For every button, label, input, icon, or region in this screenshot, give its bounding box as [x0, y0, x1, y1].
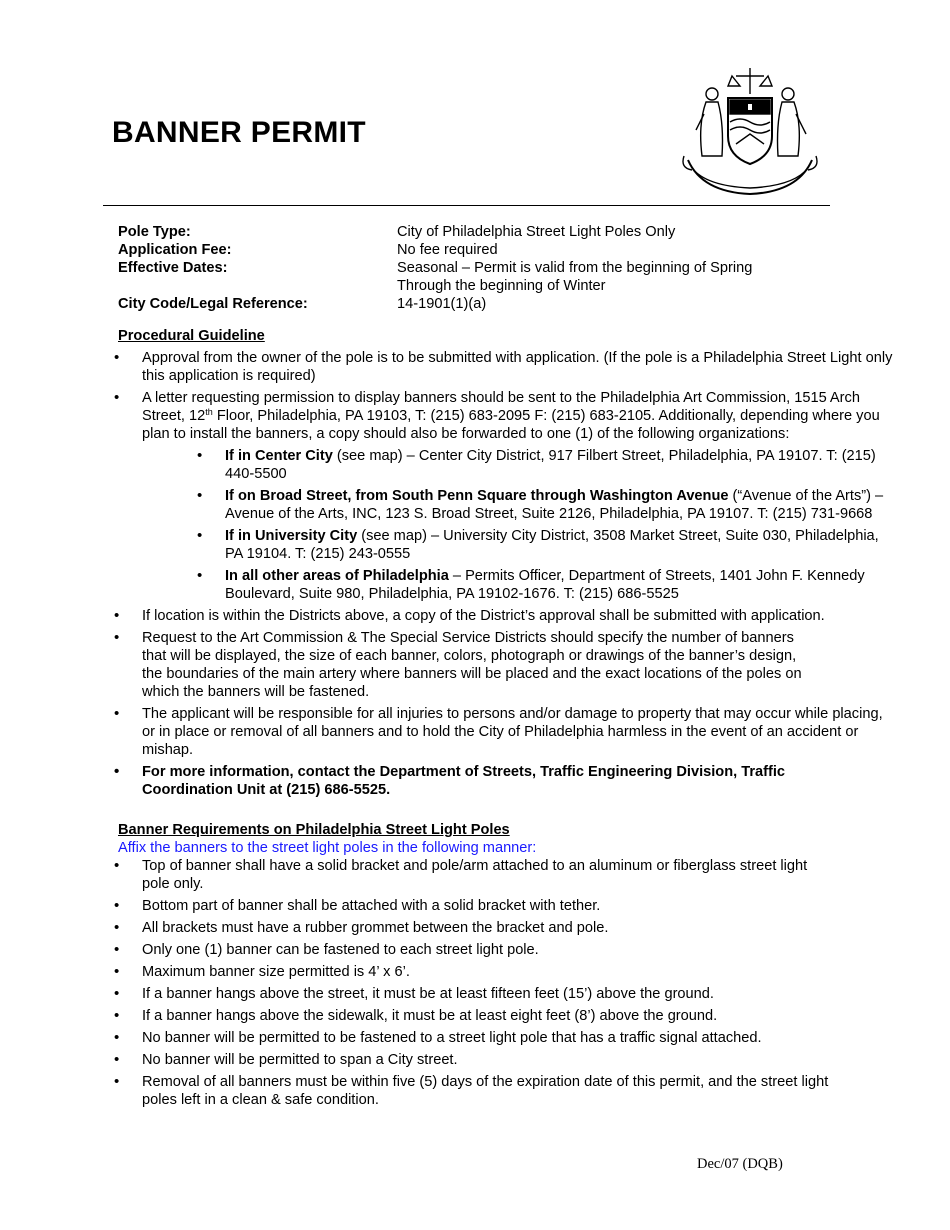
list-item: • Maximum banner size permitted is 4’ x 6’.: [115, 963, 833, 981]
org-label: In all other areas of Philadelphia: [225, 568, 449, 584]
procedural-list: [115, 349, 893, 799]
page-title: BANNER PERMIT: [112, 116, 366, 149]
list-item: • If a banner hangs above the sidewalk, it must be at least eight feet (8’) above the ground.: [115, 1007, 833, 1025]
procedural-heading: Procedural Guideline: [118, 328, 265, 344]
letter-text-b: Floor, Philadelphia, PA 19103, T: (215) 683-2095 F: (215) 683-2105. Additionally, depending where you plan to install the banners, a copy should also be forwarded to one (1) of the following organizations:: [142, 408, 880, 442]
org-label: If on Broad Street, from South Penn Square through Washington Avenue: [225, 488, 729, 504]
revision-date: Dec/07 (DQB): [697, 1156, 783, 1172]
fee-label: Application Fee:: [118, 242, 232, 258]
letter-text-sup: th: [205, 407, 213, 417]
dates-value: [397, 259, 838, 295]
dates-value-line-2: Through the beginning of Winter: [397, 278, 606, 294]
requirements-list: [115, 857, 893, 1109]
pole-type-label: Pole Type:: [118, 224, 191, 240]
org-text: (“Avenue of the Arts”) – Avenue of the Arts, INC, 123 S. Broad Street, Suite 2126, Philadelphia, PA 19107. T: (215) 731-9668: [225, 488, 884, 522]
list-item: [198, 447, 893, 483]
list-item: [198, 527, 893, 563]
list-item: • Bottom part of banner shall be attached with a solid bracket with tether.: [115, 897, 833, 915]
code-label: City Code/Legal Reference:: [118, 296, 308, 312]
list-item: • For more information, contact the Department of Streets, Traffic Engineering Division, Traffic Coordination Unit at (215) 686-5525.: [115, 763, 893, 799]
list-item: • The applicant will be responsible for all injuries to persons and/or damage to property that may occur while placing, or in place or removal of all banners and to hold the City of Philadelphia harmless in the event of an accident or mishap.: [115, 705, 893, 759]
org-text: – Permits Officer, Department of Streets, 1401 John F. Kennedy Boulevard, Suite 980, Philadelphia, PA 19102-1676. T: (215) 686-5525: [225, 568, 865, 602]
org-text: (see map) – Center City District, 917 Filbert Street, Philadelphia, PA 19107. T: (215) 440-5500: [225, 448, 876, 482]
list-item: • Request to the Art Commission & The Special Service Districts should specify the number of banners that will be displayed, the size of each banner, colors, photograph or drawings of the banner’s design, the boundaries of the main artery where banners will be placed and the exact locations of the poles on which the banners will be fastened.: [115, 629, 893, 701]
list-item: [115, 389, 893, 603]
document-body: [118, 327, 893, 1113]
code-value: 14-1901(1)(a): [397, 296, 487, 312]
dates-row: [118, 259, 838, 295]
code-row: [118, 295, 838, 313]
list-item: [198, 487, 893, 523]
dates-value-line-1: Seasonal – Permit is valid from the beginning of Spring: [397, 260, 753, 276]
list-item: • No banner will be permitted to span a City street.: [115, 1051, 833, 1069]
organization-list: [198, 447, 893, 603]
list-item: • All brackets must have a rubber grommet between the bracket and pole.: [115, 919, 833, 937]
city-seal-logo: [678, 64, 822, 202]
permit-info: [118, 223, 838, 313]
letter-text-a: A letter requesting permission to display banners should be sent to the Philadelphia Art Commission, 1515 Arch Street, 12: [142, 390, 860, 424]
pole-type-value: City of Philadelphia Street Light Poles Only: [397, 224, 676, 240]
list-item: • If location is within the Districts above, a copy of the District’s approval shall be submitted with application.: [115, 607, 893, 625]
requirements-intro: Affix the banners to the street light poles in the following manner:: [118, 840, 537, 856]
list-item: • Only one (1) banner can be fastened to each street light pole.: [115, 941, 833, 959]
fee-row: [118, 241, 838, 259]
header-divider: [103, 205, 830, 206]
list-item: • Approval from the owner of the pole is to be submitted with application. (If the pole is a Philadelphia Street Light only this application is required): [115, 349, 893, 385]
dates-label: Effective Dates:: [118, 260, 228, 276]
org-label: If in University City: [225, 528, 358, 544]
fee-value: No fee required: [397, 242, 498, 258]
list-item: • Top of banner shall have a solid bracket and pole/arm attached to an aluminum or fiberglass street light pole only.: [115, 857, 833, 893]
requirements-heading: Banner Requirements on Philadelphia Street Light Poles: [118, 822, 510, 838]
list-item: • If a banner hangs above the street, it must be at least fifteen feet (15’) above the ground.: [115, 985, 833, 1003]
pole-type-row: [118, 223, 838, 241]
list-item: • No banner will be permitted to be fastened to a street light pole that has a traffic signal attached.: [115, 1029, 833, 1047]
list-item: • Removal of all banners must be within five (5) days of the expiration date of this permit, and the street light poles left in a clean & safe condition.: [115, 1073, 833, 1109]
org-text: (see map) – University City District, 3508 Market Street, Suite 030, Philadelphia, PA 19104. T: (215) 243-0555: [225, 528, 879, 562]
org-label: If in Center City: [225, 448, 333, 464]
list-item: [198, 567, 893, 603]
